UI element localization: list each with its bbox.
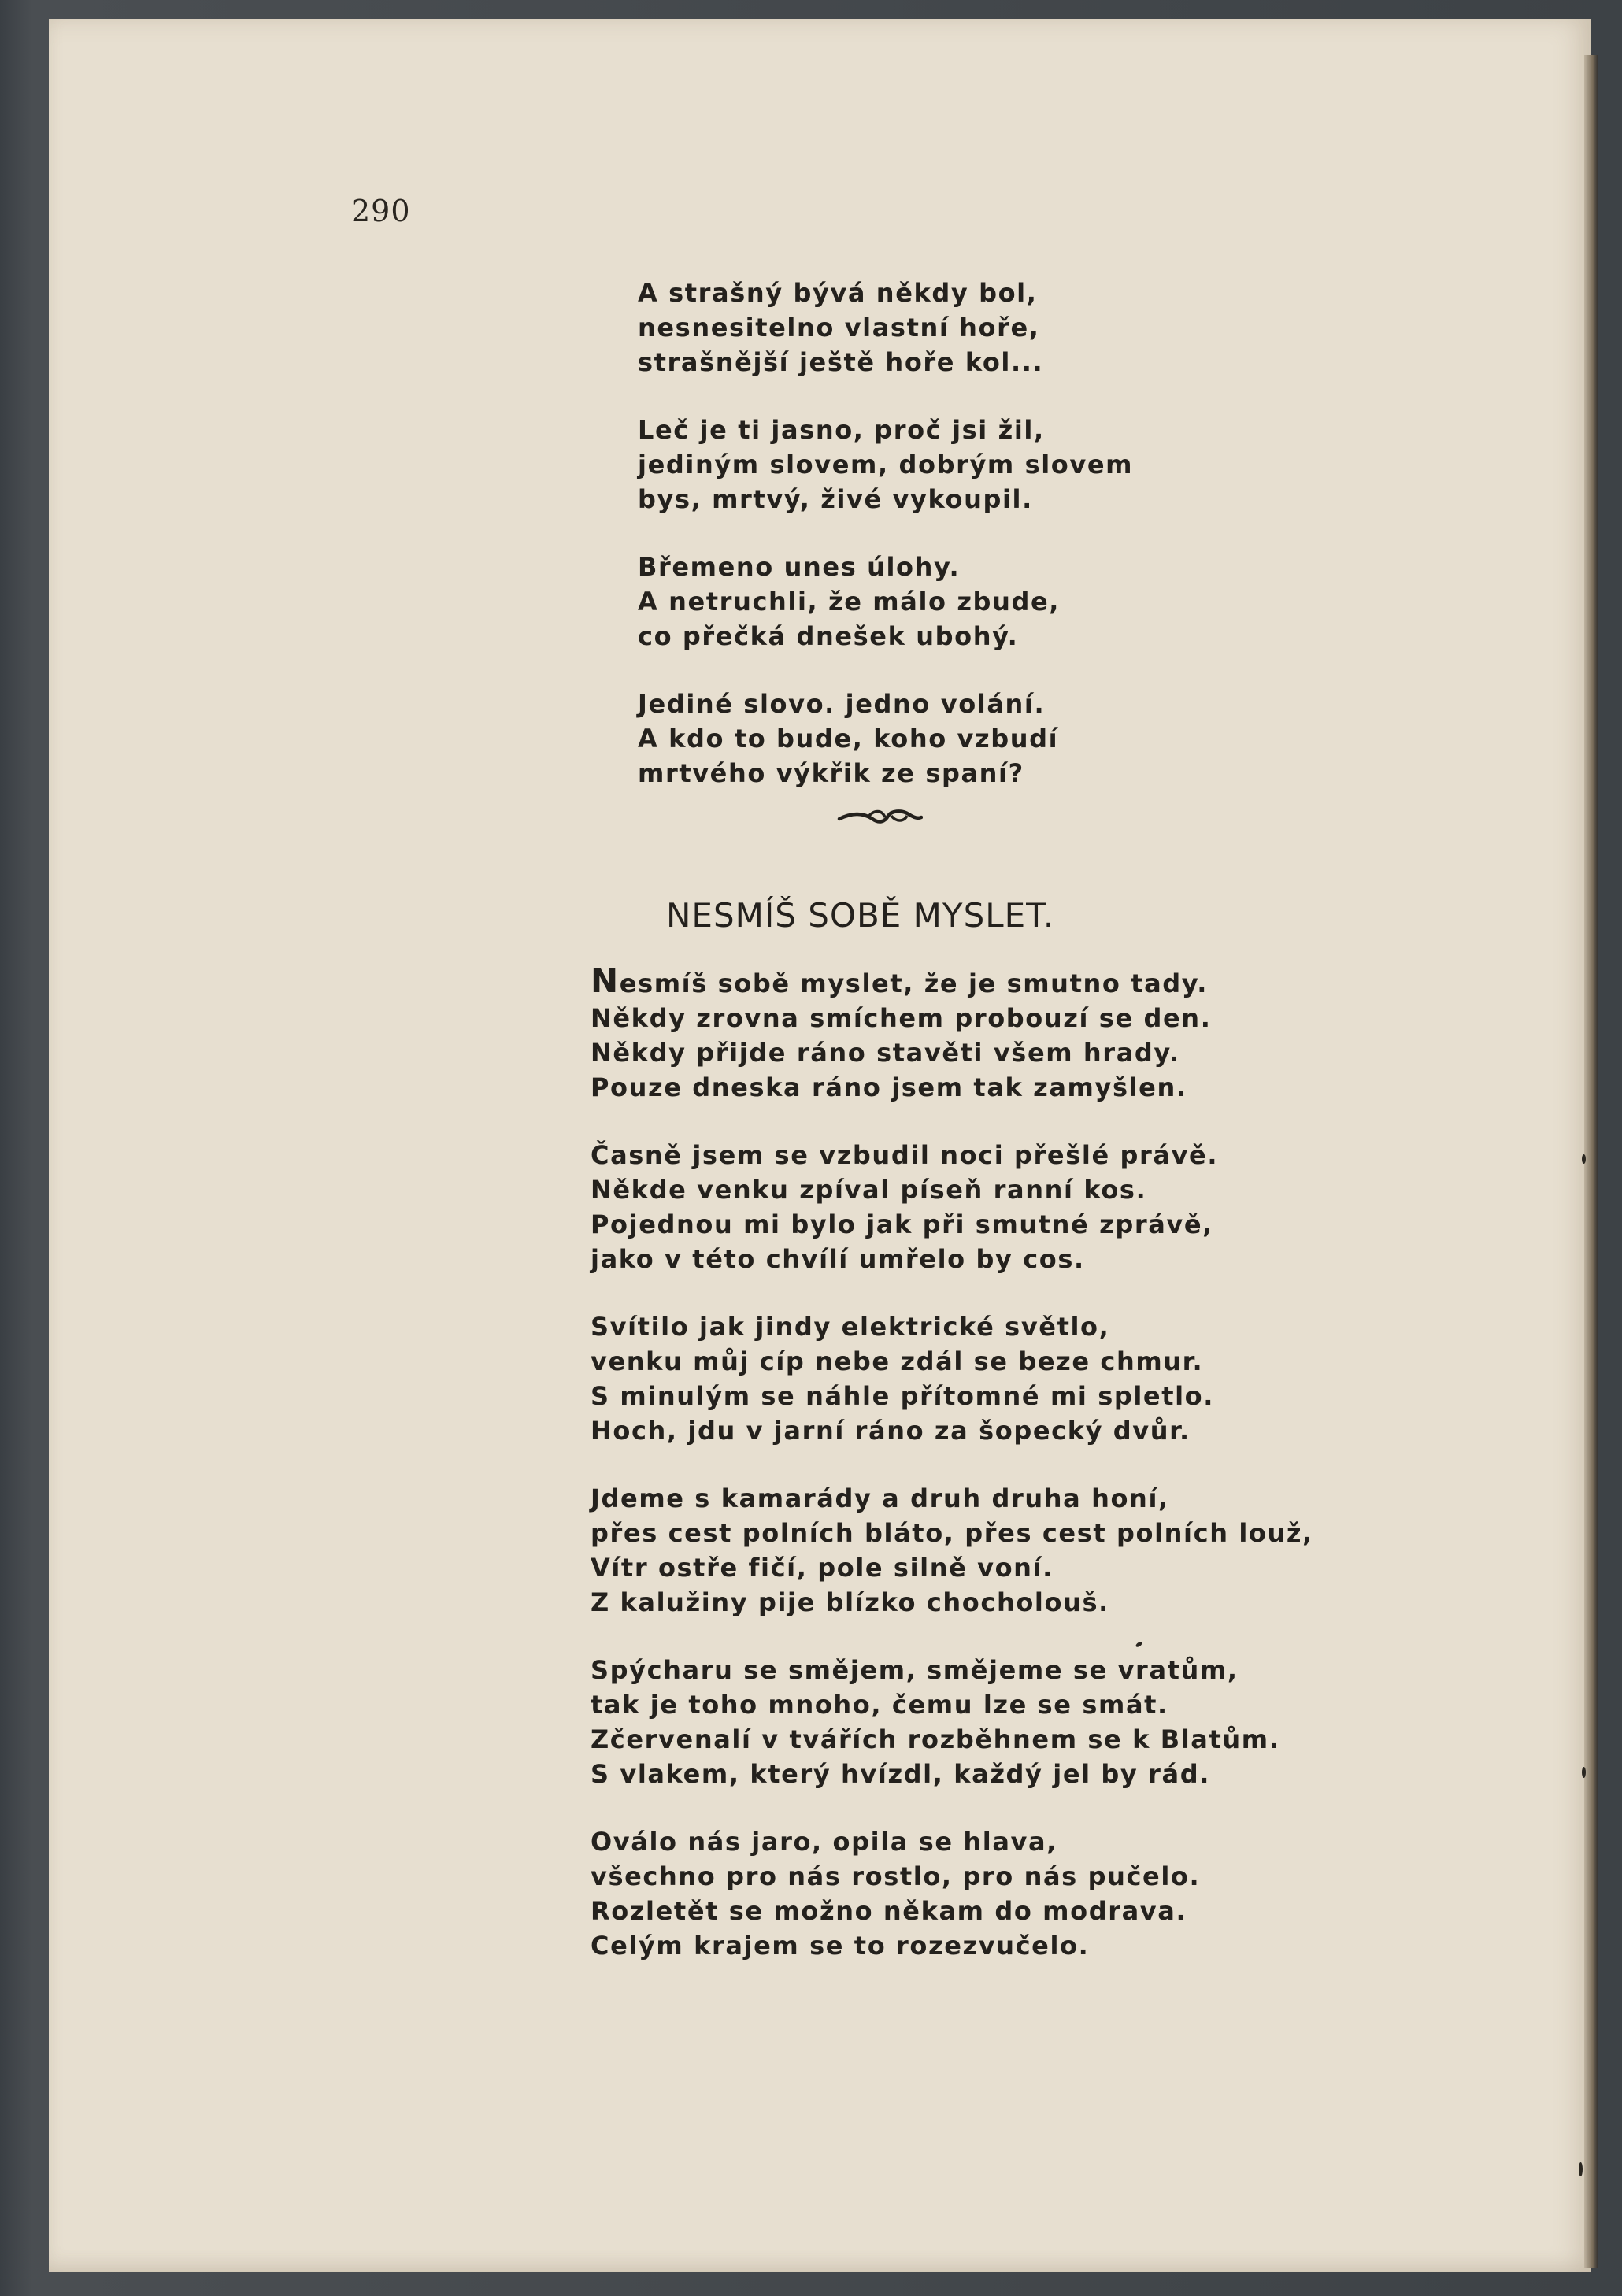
verse-line: tak je toho mnoho, čemu lze se smát. bbox=[591, 1690, 1168, 1720]
verse-line: Pojednou mi bylo jak při smutné zprávě, bbox=[591, 1209, 1213, 1239]
ink-speck bbox=[1579, 2162, 1583, 2176]
verse-line: Jediné slovo. jedno volání. bbox=[638, 689, 1046, 719]
verse-line: Rozletět se možno někam do modrava. bbox=[591, 1896, 1187, 1926]
verse-line: Pouze dneska ráno jsem tak zamyšlen. bbox=[591, 1072, 1187, 1102]
verse-line: Z kalužiny pije blízko chocholouš. bbox=[591, 1587, 1109, 1617]
poem-title: NESMÍŠ SOBĚ MYSLET. bbox=[666, 896, 1055, 935]
poem-2 bbox=[591, 961, 1313, 1996]
ornament-icon bbox=[836, 805, 923, 828]
verse-line: Hoch, jdu v jarní ráno za šopecký dvůr. bbox=[591, 1416, 1191, 1446]
verse-line: Celým krajem se to rozezvučelo. bbox=[591, 1931, 1090, 1961]
verse-line: Svítilo jak jindy elektrické světlo, bbox=[591, 1312, 1110, 1342]
poem-1-stanza bbox=[638, 687, 1133, 791]
verse-line: Oválo nás jaro, opila se hlava, bbox=[591, 1827, 1057, 1857]
verse-line: Někde venku zpíval píseň ranní kos. bbox=[591, 1175, 1147, 1205]
ink-speck bbox=[1582, 1154, 1586, 1164]
poem-2-stanza bbox=[591, 961, 1313, 1105]
verse-line: S minulým se náhle přítomné mi spletlo. bbox=[591, 1381, 1215, 1411]
poem-1-stanza bbox=[638, 276, 1133, 380]
verse-line: bys, mrtvý, živé vykoupil. bbox=[638, 484, 1033, 514]
verse-line: S vlakem, který hvízdl, každý jel by rád. bbox=[591, 1759, 1210, 1789]
verse-line: Leč je ti jasno, proč jsi žil, bbox=[638, 415, 1045, 445]
page-number: 290 bbox=[351, 194, 411, 228]
page-edge bbox=[1584, 55, 1598, 2268]
verse-line: všechno pro nás rostlo, pro nás pučelo. bbox=[591, 1861, 1201, 1891]
verse-line: A strašný bývá někdy bol, bbox=[638, 278, 1038, 308]
poem-2-stanza bbox=[591, 1481, 1313, 1620]
verse-line: jako v této chvílí umřelo by cos. bbox=[591, 1244, 1085, 1274]
verse-line: Jdeme s kamarády a druh druha honí, bbox=[591, 1483, 1169, 1513]
verse-line: přes cest polních bláto, přes cest polních louž, bbox=[591, 1518, 1313, 1548]
verse-line: Vítr ostře fičí, pole silně voní. bbox=[591, 1553, 1054, 1583]
ink-speck bbox=[1582, 1767, 1586, 1778]
verse-line: A kdo to bude, koho vzbudí bbox=[638, 724, 1059, 754]
verse-line: Časně jsem se vzbudil noci přešlé právě. bbox=[591, 1140, 1219, 1170]
poem-1 bbox=[638, 276, 1133, 824]
verse-line: jediným slovem, dobrým slovem bbox=[638, 450, 1134, 480]
poem-2-stanza bbox=[591, 1824, 1313, 1963]
initial-letter: N bbox=[591, 961, 620, 1000]
verse-line: A netruchli, že málo zbude, bbox=[638, 587, 1061, 617]
verse-line: nesnesitelno vlastní hoře, bbox=[638, 313, 1040, 343]
verse-line: Spýcharu se smějem, smějeme se vratům, bbox=[591, 1655, 1239, 1685]
verse-line-text: esmíš sobě myslet, že je smutno tady. bbox=[619, 968, 1209, 998]
verse-line: co přečká dnešek ubohý. bbox=[638, 621, 1019, 651]
poem-2-stanza bbox=[591, 1138, 1313, 1276]
verse-line: mrtvého výkřik ze spaní? bbox=[638, 758, 1024, 788]
verse-line: Břemeno unes úlohy. bbox=[638, 552, 961, 582]
verse-line: Někdy zrovna smíchem probouzí se den. bbox=[591, 1003, 1212, 1033]
poem-2-stanza bbox=[591, 1309, 1313, 1448]
verse-line: venku můj cíp nebe zdál se beze chmur. bbox=[591, 1346, 1204, 1376]
poem-2-stanza bbox=[591, 1653, 1313, 1791]
verse-line bbox=[591, 961, 1313, 1001]
poem-1-stanza bbox=[638, 413, 1133, 517]
verse-line: Zčervenalí v tvářích rozběhnem se k Blatům. bbox=[591, 1724, 1280, 1754]
poem-1-stanza bbox=[638, 550, 1133, 654]
verse-line: strašnější ještě hoře kol... bbox=[638, 347, 1044, 377]
verse-line: Někdy přijde ráno stavěti všem hrady. bbox=[591, 1038, 1180, 1068]
